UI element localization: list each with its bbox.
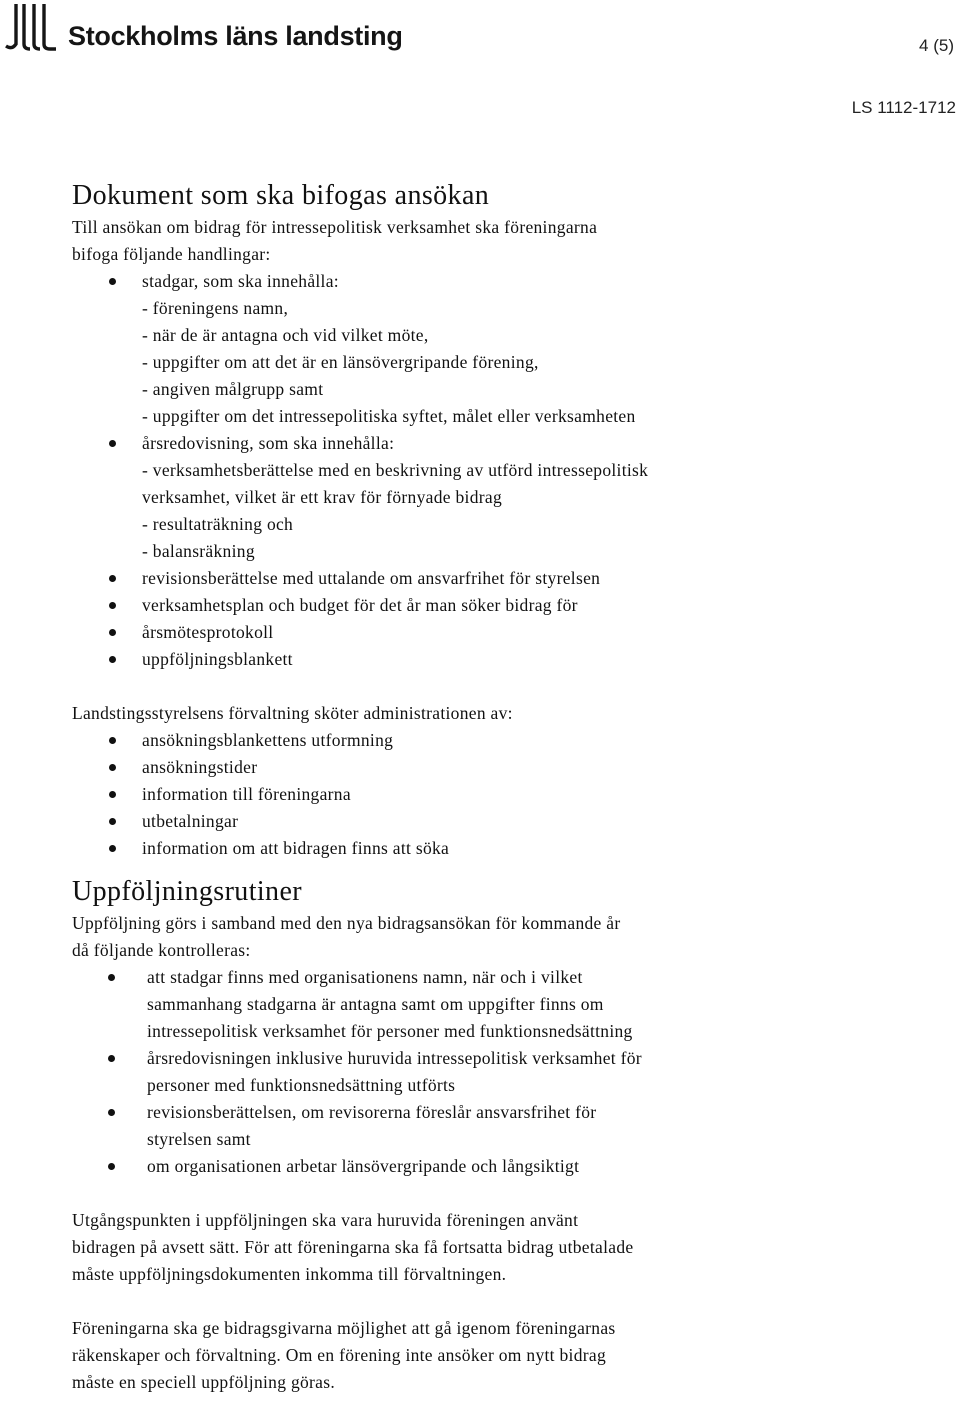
sub-item: - föreningens namn,: [142, 298, 289, 318]
list-item-label: stadgar, som ska innehålla:: [142, 271, 339, 291]
text-line: om organisationen arbetar länsövergripande och långsiktigt: [147, 1156, 580, 1176]
spacer: [72, 1288, 922, 1315]
list-item: revisionsberättelse med uttalande om ansvarfrihet för styrelsen: [72, 565, 922, 592]
text-line: Föreningarna ska ge bidragsgivarna möjlighet att gå igenom föreningarnas: [72, 1318, 616, 1338]
text-line: Till ansökan om bidrag för intressepolitisk verksamhet ska föreningarna: [72, 217, 598, 237]
paragraph-usage: [72, 1207, 922, 1288]
spacer: [72, 673, 922, 700]
sll-emblem-icon: [4, 2, 60, 54]
spacer: [72, 1180, 922, 1207]
list-item: [72, 1045, 922, 1099]
text-line: bidragen på avsett sätt. För att föreningarna ska få fortsatta bidrag utbetalade: [72, 1237, 634, 1257]
text-line: måste en speciell uppföljning göras.: [72, 1372, 336, 1392]
list-item: ansökningsblankettens utformning: [72, 727, 922, 754]
sub-item: - balansräkning: [142, 541, 255, 561]
logo: [4, 2, 403, 54]
sub-item: - uppgifter om att det är en länsövergripande förening,: [142, 352, 539, 372]
section1-intro: [72, 214, 922, 268]
required-documents-list: [72, 268, 922, 673]
list-item: information till föreningarna: [72, 781, 922, 808]
text-line: sammanhang stadgarna är antagna samt om uppgifter finns om: [147, 994, 604, 1014]
list-item: information om att bidragen finns att söka: [72, 835, 922, 862]
list-item: uppföljningsblankett: [72, 646, 922, 673]
sub-item: - uppgifter om det intressepolitiska syftet, målet eller verksamheten: [142, 406, 636, 426]
list-item: utbetalningar: [72, 808, 922, 835]
list-item-label: årsredovisning, som ska innehålla:: [142, 433, 395, 453]
text-line: då följande kontrolleras:: [72, 940, 251, 960]
text-line: att stadgar finns med organisationens namn, när och i vilket: [147, 967, 583, 987]
administration-list: [72, 727, 922, 862]
page-header: [0, 0, 960, 117]
sub-item: verksamhet, vilket är ett krav för förnyade bidrag: [142, 487, 503, 507]
sub-item: - verksamhetsberättelse med en beskrivning av utförd intressepolitisk: [142, 460, 649, 480]
text-line: Uppföljning görs i samband med den nya bidragsansökan för kommande år: [72, 913, 621, 933]
admin-intro: Landstingsstyrelsens förvaltning sköter administrationen av:: [72, 703, 513, 723]
section-title-documents: Dokument som ska bifogas ansökan: [72, 180, 490, 211]
logo-text: Stockholms läns landsting: [68, 21, 403, 51]
list-item: [72, 1153, 922, 1180]
sub-item: - angiven målgrupp samt: [142, 379, 324, 399]
text-line: bifoga följande handlingar:: [72, 244, 271, 264]
document-body: [72, 178, 922, 1396]
text-line: intressepolitisk verksamhet för personer med funktionsnedsättning: [147, 1021, 633, 1041]
text-line: årsredovisningen inklusive huruvida intressepolitisk verksamhet för: [147, 1048, 642, 1068]
text-line: Utgångspunkten i uppföljningen ska vara huruvida föreningen använt: [72, 1210, 579, 1230]
section-title-followup: Uppföljningsrutiner: [72, 876, 303, 907]
section2-intro: [72, 910, 922, 964]
text-line: styrelsen samt: [147, 1129, 251, 1149]
list-item: [72, 268, 922, 430]
text-line: revisionsberättelsen, om revisorerna föreslår ansvarsfrihet för: [147, 1102, 597, 1122]
list-item: [72, 1099, 922, 1153]
text-line: räkenskaper och förvaltning. Om en förening inte ansöker om nytt bidrag: [72, 1345, 606, 1365]
text-line: måste uppföljningsdokumenten inkomma till förvaltningen.: [72, 1264, 507, 1284]
sub-item: - resultaträkning och: [142, 514, 294, 534]
sub-item: - när de är antagna och vid vilket möte,: [142, 325, 429, 345]
followup-checks-list: [72, 964, 922, 1180]
document-reference: LS 1112-1712: [851, 98, 956, 117]
text-line: personer med funktionsnedsättning utförts: [147, 1075, 456, 1095]
list-item: [72, 430, 922, 565]
list-item: verksamhetsplan och budget för det år man söker bidrag för: [72, 592, 922, 619]
list-item: ansökningstider: [72, 754, 922, 781]
page-number: 4 (5): [919, 36, 954, 55]
list-item: årsmötesprotokoll: [72, 619, 922, 646]
list-item: [72, 964, 922, 1045]
paragraph-audit: [72, 1315, 922, 1396]
